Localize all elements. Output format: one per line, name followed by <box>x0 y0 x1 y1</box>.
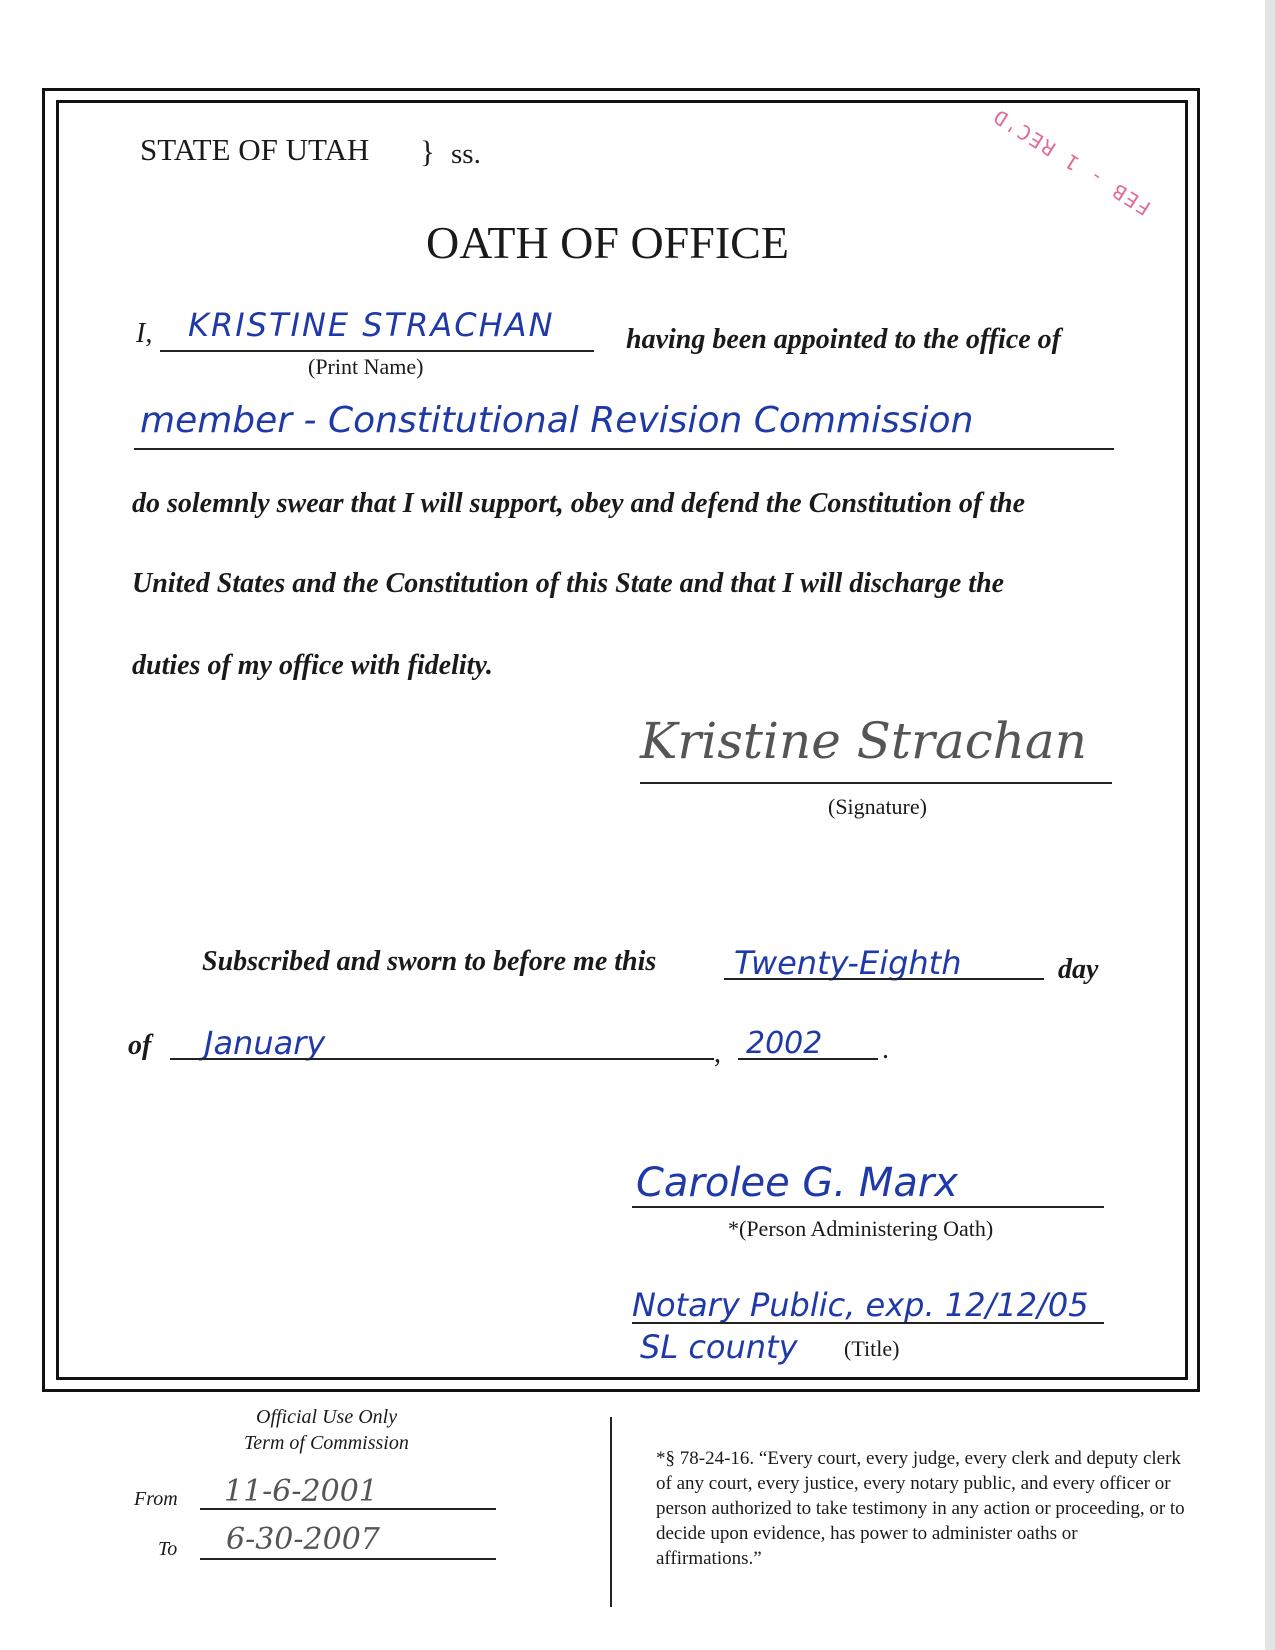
oath-body-line-2: United States and the Constitution of this State and that I will discharge the <box>132 568 1005 599</box>
month-line <box>170 1058 714 1060</box>
bottom-divider <box>610 1417 612 1607</box>
oath-prefix: I, <box>136 318 153 349</box>
year-value: 2002 <box>746 1026 823 1061</box>
signature-value: Kristine Strachan <box>640 712 1087 770</box>
page-edge <box>1265 0 1275 1650</box>
day-label: day <box>1058 954 1099 985</box>
of-label: of <box>128 1030 152 1061</box>
oath-body-line-1: do solemnly swear that I will support, obey and defend the Constitution of the <box>132 488 1025 519</box>
title-label: (Title) <box>844 1336 900 1361</box>
ss-label: ss. <box>451 138 481 170</box>
office-value: member - Constitutional Revision Commission <box>140 400 974 441</box>
page-title: OATH OF OFFICE <box>426 217 789 268</box>
month-year-comma: , <box>714 1038 721 1069</box>
bracket: } <box>420 134 435 169</box>
print-name-line <box>160 350 594 352</box>
day-line <box>724 978 1044 980</box>
from-line <box>200 1508 496 1510</box>
received-stamp: FEB - 1 REC'D <box>987 103 1156 221</box>
year-line <box>738 1058 878 1060</box>
official-use-heading: Official Use Only <box>256 1406 398 1428</box>
statute-citation: *§ 78-24-16. “Every court, every judge, every clerk and deputy clerk of any court, every justice, every notary public, and every officer or person authorized to take testimony in any action or proceeding, or to decide upon evidence, has power to administer oaths or affirmations.” <box>656 1448 1185 1569</box>
day-value: Twenty-Eighth <box>734 944 962 982</box>
term-heading: Term of Commission <box>244 1432 409 1454</box>
to-line <box>200 1558 496 1560</box>
administrator-signature: Carolee G. Marx <box>636 1160 958 1206</box>
signature-line <box>640 782 1112 784</box>
state-label: STATE OF UTAH <box>140 132 370 167</box>
to-label: To <box>158 1538 178 1560</box>
administrator-line <box>632 1206 1104 1208</box>
to-value: 6-30-2007 <box>226 1522 380 1557</box>
print-name-value: KRISTINE STRACHAN <box>188 306 555 344</box>
signature-label: (Signature) <box>828 794 927 819</box>
title-value-line-2: SL county <box>640 1328 798 1366</box>
year-period: . <box>882 1034 889 1065</box>
oath-body-line-3: duties of my office with fidelity. <box>132 650 493 681</box>
administrator-label: *(Person Administering Oath) <box>728 1216 994 1241</box>
title-line <box>632 1322 1104 1324</box>
title-value-line-1: Notary Public, exp. 12/12/05 <box>632 1286 1089 1324</box>
from-value: 11-6-2001 <box>224 1474 378 1509</box>
month-value: January <box>204 1024 326 1062</box>
print-name-label: (Print Name) <box>308 354 424 379</box>
office-line <box>134 448 1114 450</box>
appointed-text: having been appointed to the office of <box>626 324 1061 355</box>
from-label: From <box>134 1488 178 1510</box>
sworn-text: Subscribed and sworn to before me this <box>202 946 657 977</box>
